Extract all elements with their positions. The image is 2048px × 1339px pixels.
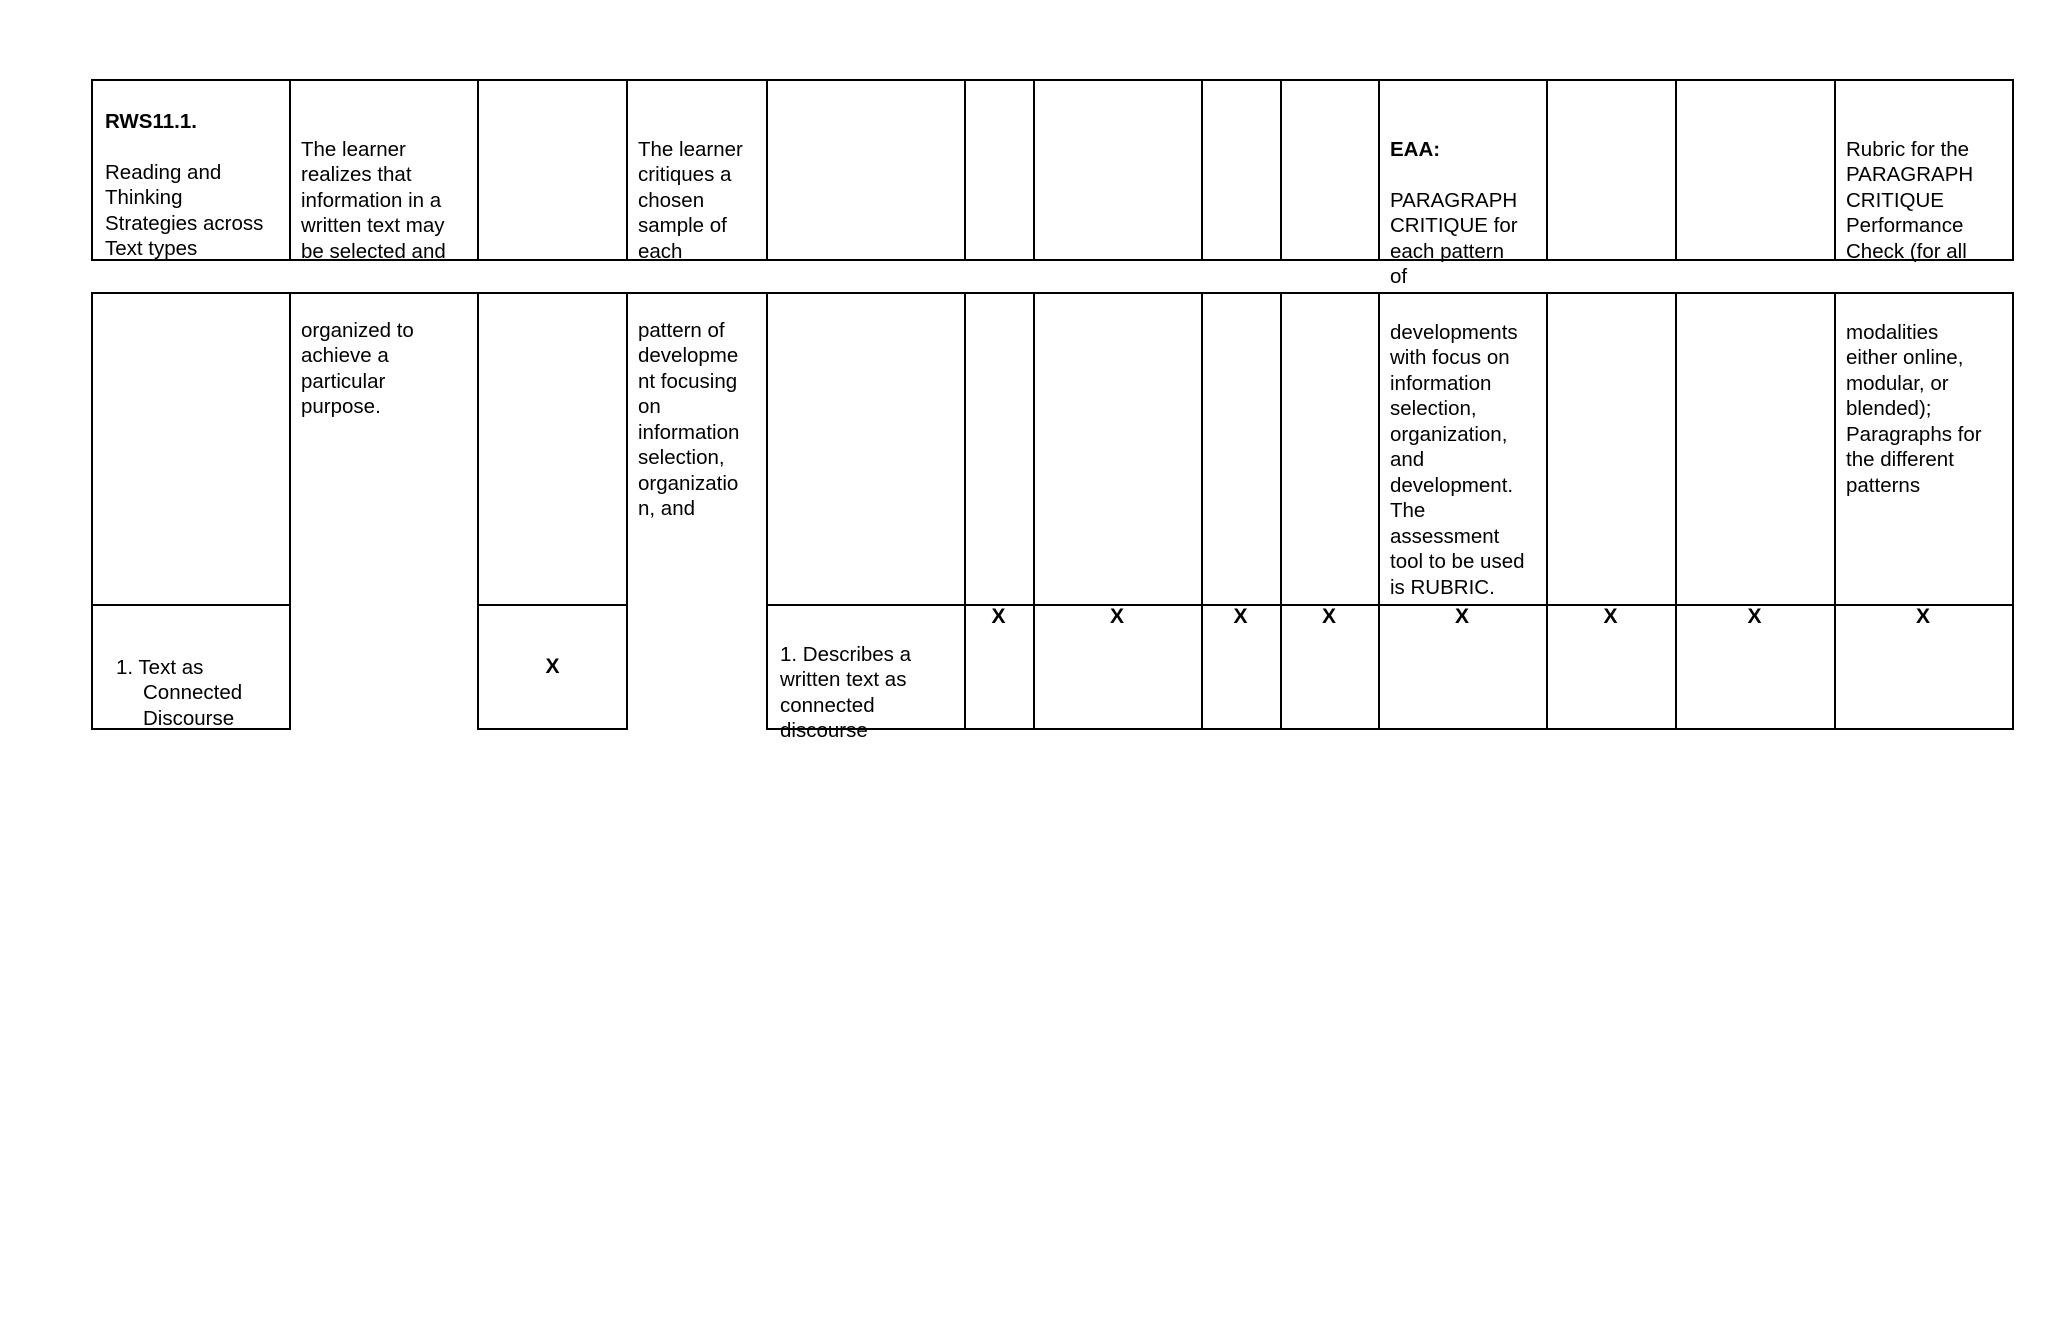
competency-text: 1. Describes a written text as connected discourse (780, 642, 912, 742)
topic-text: 1. Text as Connected Discourse (116, 655, 243, 730)
x-mark-2: X (1033, 604, 1203, 730)
content-standard-text-b: organized to achieve a particular purpose. (301, 318, 414, 418)
empty-cell-b6 (964, 292, 1035, 606)
performance-standard-cell-b (626, 292, 768, 606)
topic-x-mark: X (477, 604, 628, 730)
x-mark-1: X (964, 604, 1035, 730)
assessment-text-a: PARAGRAPH CRITIQUE for each pattern of (1390, 188, 1518, 288)
x-mark-5: X (1378, 604, 1548, 730)
performance-standard-text-b: pattern of developme nt focusing on information selection, organizatio n, and (638, 318, 740, 520)
empty-cell-a12 (1675, 79, 1836, 261)
x-mark-8: X (1834, 604, 2014, 730)
empty-cell-b5 (766, 292, 966, 606)
assessment-cell-a (1378, 79, 1548, 288)
empty-cell-a11 (1546, 79, 1677, 261)
assessment-cell-b (1378, 292, 1548, 606)
performance-standard-cell-a (626, 79, 768, 261)
rubric-text-a: Rubric for the PARAGRAPH CRITIQUE Performance Check (for all (1846, 137, 1974, 263)
rubric-cell-a (1834, 79, 2014, 261)
empty-cell-a9 (1280, 79, 1380, 261)
content-standard-cell-b (289, 292, 479, 606)
empty-cell-a3 (477, 79, 628, 261)
empty-cell-b1 (91, 292, 291, 606)
empty-cell-b9 (1280, 292, 1380, 606)
topic-cell (91, 604, 291, 730)
empty-cell-b8 (1201, 292, 1282, 606)
x-mark-7: X (1675, 604, 1836, 730)
empty-cell-b11 (1546, 292, 1677, 606)
content-standard-cell-a (289, 79, 479, 261)
standard-cell (91, 79, 291, 261)
empty-cell-a5 (766, 79, 966, 261)
standard-title: Reading and Thinking Strategies across Text types (105, 160, 264, 260)
content-standard-text-a: The learner realizes that information in a written text may be selected and (301, 137, 446, 263)
assessment-text-b: developments with focus on information selection, organization, and development. The assessment tool to be used is RUBRIC. (1390, 320, 1525, 599)
empty-cell-b3 (477, 292, 628, 606)
assessment-label: EAA: (1390, 137, 1441, 161)
empty-cell-a7 (1033, 79, 1203, 261)
x-mark-3: X (1201, 604, 1282, 730)
x-mark-4: X (1280, 604, 1380, 730)
empty-cell-a8 (1201, 79, 1282, 261)
empty-cell-a6 (964, 79, 1035, 261)
rubric-cell-b (1834, 292, 2014, 606)
performance-standard-text-a: The learner critiques a chosen sample of each (638, 137, 743, 263)
empty-cell-b7 (1033, 292, 1203, 606)
x-mark-6: X (1546, 604, 1677, 730)
standard-code: RWS11.1. (105, 109, 197, 133)
competency-cell (766, 604, 966, 742)
rubric-text-b: modalities either online, modular, or blended); Paragraphs for the different patterns (1846, 320, 1982, 497)
empty-cell-b12 (1675, 292, 1836, 606)
